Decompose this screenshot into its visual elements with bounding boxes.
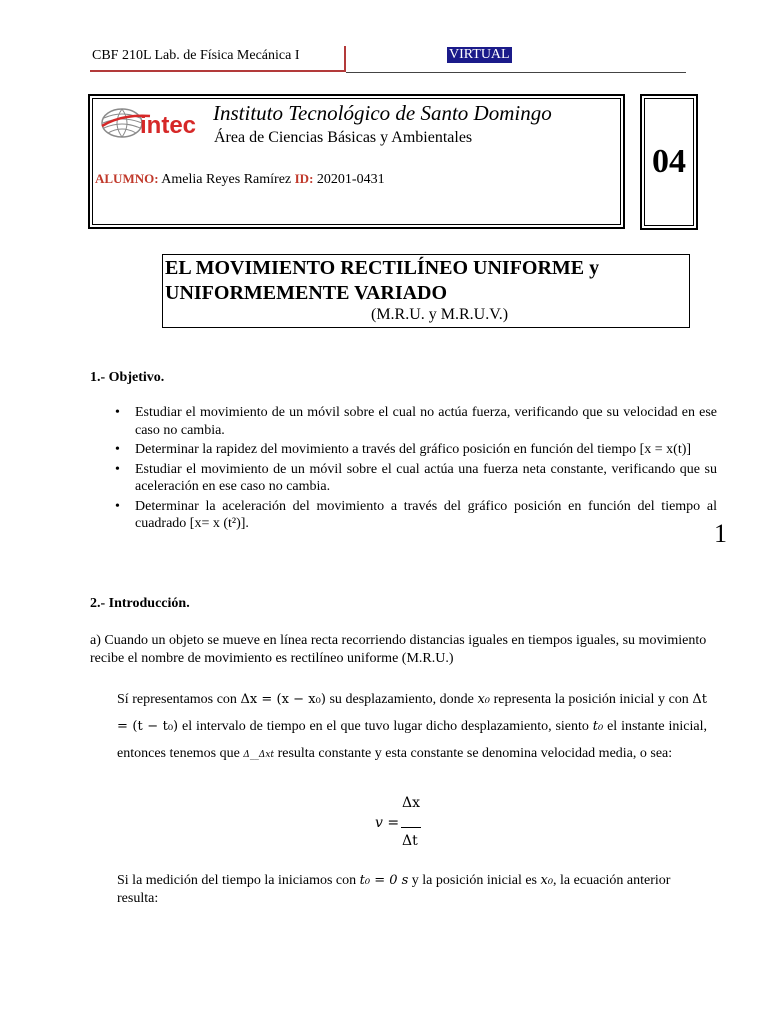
student-label: ALUMNO: — [95, 171, 159, 186]
course-header — [90, 46, 346, 72]
text: el intervalo de tiempo en el que tuvo lugar dicho desplazamiento, siento — [178, 719, 593, 734]
item-marker: a) — [90, 633, 101, 648]
text: representa la posición inicial y con — [490, 692, 693, 707]
text: resulta constante y esta constante se denomina velocidad media, o sea: — [274, 746, 673, 761]
text: y la posición inicial es — [408, 873, 541, 888]
text: el instante inicial, entonces tenemos que — [117, 719, 707, 761]
logo-text: intec — [140, 112, 197, 139]
institute-name: Instituto Tecnológico de Santo Domingo — [213, 101, 552, 125]
math-interval: Δt = (t − t₀) — [117, 692, 707, 734]
introduction-item-a — [90, 632, 710, 668]
list-item: • Determinar la rapidez del movimiento a través del gráfico posición en función del tiempo [x = x(t)] — [113, 441, 717, 459]
id-label: ID: — [294, 171, 314, 186]
list-item: • Estudiar el movimiento de un móvil sobre el cual no actúa fuerza, verificando que su velocidad en ese caso no cambia. — [113, 404, 717, 439]
title-line-2: UNIFORMEMENTE VARIADO — [165, 282, 448, 304]
math-x0: x₀ — [477, 692, 491, 707]
paragraph-initial-conditions — [117, 872, 707, 908]
math-ratio: Δ__Δxt — [243, 750, 275, 760]
list-item: • Estudiar el movimiento de un móvil sobre el cual actúa una fuerza neta constante, verificando que su aceleración en ese caso no cambia. — [113, 461, 717, 496]
course-title: CBF 210L Lab. de Física Mecánica I — [92, 48, 300, 63]
introduction-heading: 2.- Introducción. — [90, 596, 190, 611]
math-t0: t₀ — [592, 719, 604, 734]
virtual-badge: VIRTUAL — [449, 47, 510, 62]
text: su desplazamiento, donde — [325, 692, 478, 707]
objective-list — [113, 404, 717, 535]
fraction-bar — [401, 827, 421, 828]
id-value: 20201-0431 — [316, 172, 385, 187]
header-rule — [346, 72, 686, 73]
paragraph-velocity — [117, 686, 707, 769]
title-subtitle: (M.R.U. y M.R.U.V.) — [371, 306, 509, 323]
institute-area: Área de Ciencias Básicas y Ambientales — [214, 129, 473, 146]
math-t0-zero: t₀ = 0 s — [359, 873, 409, 888]
text: Sí representamos con — [117, 692, 241, 707]
student-name: Amelia Reyes Ramírez — [161, 172, 292, 187]
text: Si la medición del tiempo la iniciamos con — [117, 873, 360, 888]
intec-logo — [100, 104, 210, 142]
equation-denominator: Δt — [402, 833, 418, 849]
objective-heading: 1.- Objetivo. — [90, 370, 165, 385]
lab-number: 04 — [652, 143, 686, 180]
equation-lhs: v = — [375, 815, 400, 831]
student-line — [95, 170, 385, 189]
title-line-1: EL MOVIMIENTO RECTILÍNEO UNIFORME y — [165, 257, 600, 279]
text: , la ecuación anterior resulta: — [117, 873, 671, 906]
math-x0: x₀ — [540, 873, 554, 888]
page-number: 1 — [714, 519, 727, 548]
equation-numerator: Δx — [402, 795, 421, 811]
math-displacement: Δx = (x − x₀) — [240, 692, 326, 707]
item-text: Cuando un objeto se mueve en línea recta recorriendo distancias iguales en tiempos iguales, su movimiento recibe el nombre de movimiento es rectilíneo uniforme (M.R.U.) — [90, 633, 707, 666]
list-item: • Determinar la aceleración del movimiento a través del gráfico posición en función del tiempo al cuadrado [x= x (t²)]. — [113, 498, 717, 533]
